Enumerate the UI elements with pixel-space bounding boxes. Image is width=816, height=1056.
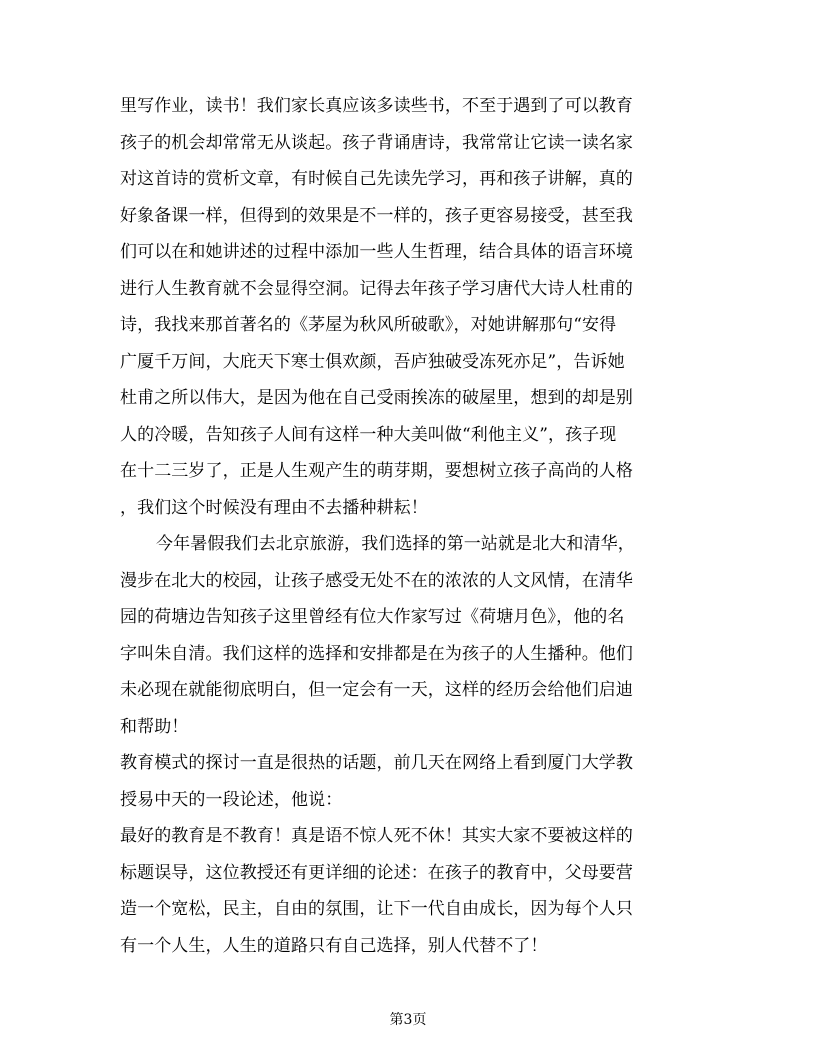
text-line: 漫步在北大的校园，让孩子感受无处不在的浓浓的人文风情，在清华 bbox=[120, 570, 633, 591]
text-line: 授易中天的一段论述，他说： bbox=[120, 789, 343, 810]
text-line: 教育模式的探讨一直是很热的话题，前几天在网络上看到厦门大学教 bbox=[120, 753, 633, 773]
text-line: 诗，我找来那首著名的《茅屋为秋风所破歌》，对她讲解那句“安得 bbox=[120, 315, 617, 335]
text-line: 造一个宽松，民主，自由的氛围，让下一代自由成长，因为每个人只 bbox=[120, 899, 633, 919]
text-line: 和帮助！ bbox=[120, 716, 189, 737]
text-line: 在十二三岁了，正是人生观产生的萌芽期，要想树立孩子高尚的人格 bbox=[120, 461, 633, 481]
text-line: ，我们这个时候没有理由不去播种耕耘！ bbox=[120, 497, 428, 518]
text-line: 孩子的机会却常常无从谈起。孩子背诵唐诗，我常常让它读一读名家 bbox=[120, 132, 633, 153]
body-text bbox=[120, 88, 696, 964]
text-line: 人的冷暖，告知孩子人间有这样一种大美叫做“利他主义”，孩子现 bbox=[120, 424, 617, 445]
text-line: 好象备课一样，但得到的效果是不一样的，孩子更容易接受，甚至我 bbox=[120, 205, 633, 226]
text-line: 杜甫之所以伟大，是因为他在自己受雨挨冻的破屋里，想到的却是别 bbox=[120, 388, 633, 408]
text-line-paragraph-start: 今年暑假我们去北京旅游，我们选择的第一站就是北大和清华， bbox=[156, 534, 635, 554]
text-line: 字叫朱自清。我们这样的选择和安排都是在为孩子的人生播种。他们 bbox=[120, 643, 633, 664]
text-line: 里写作业，读书！我们家长真应该多读些书，不至于遇到了可以教育 bbox=[120, 96, 633, 116]
text-line: 广厦千万间，大庇天下寒士俱欢颜，吾庐独破受冻死亦足”，告诉她 bbox=[120, 351, 625, 372]
text-line: 未必现在就能彻底明白，但一定会有一天，这样的经历会给他们启迪 bbox=[120, 680, 633, 700]
text-line: 有一个人生，人生的道路只有自己选择，别人代替不了！ bbox=[120, 935, 548, 956]
text-line: 进行人生教育就不会显得空洞。记得去年孩子学习唐代大诗人杜甫的 bbox=[120, 278, 633, 299]
text-line: 标题误导，这位教授还有更详细的论述：在孩子的教育中，父母要营 bbox=[120, 862, 633, 883]
text-line: 园的荷塘边告知孩子这里曾经有位大作家写过《荷塘月色》，他的名 bbox=[120, 607, 625, 627]
text-line: 对这首诗的赏析文章，有时候自己先读先学习，再和孩子讲解，真的 bbox=[120, 169, 633, 189]
text-line: 们可以在和她讲述的过程中添加一些人生哲理，结合具体的语言环境 bbox=[120, 242, 633, 262]
page-number: 第3页 bbox=[389, 1012, 427, 1028]
text-line: 最好的教育是不教育！真是语不惊人死不休！其实大家不要被这样的 bbox=[120, 826, 633, 846]
